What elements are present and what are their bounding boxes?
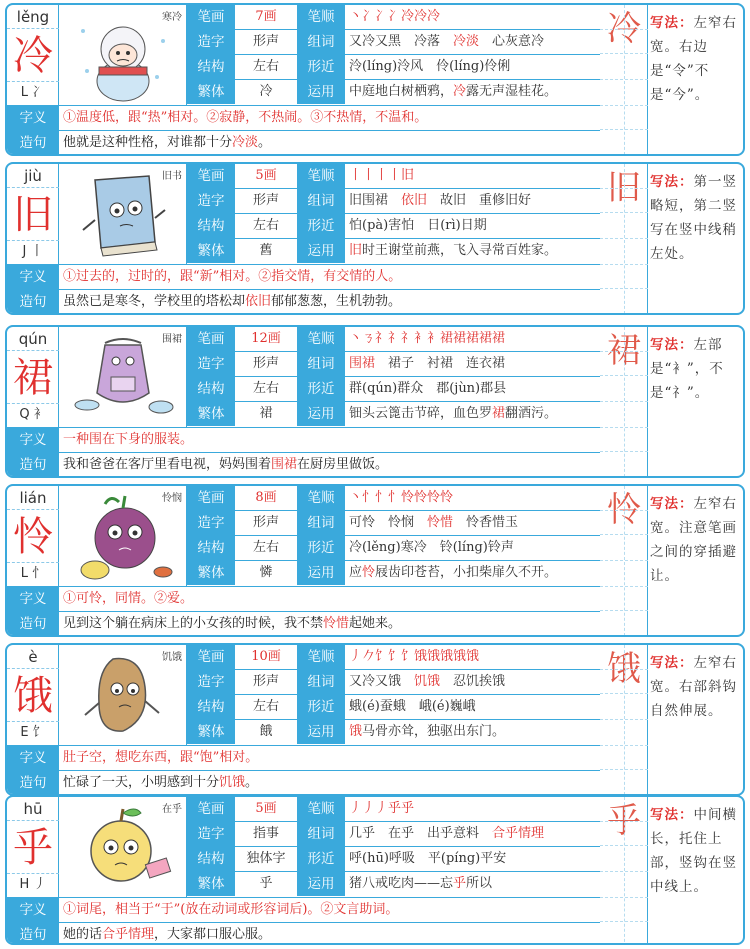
- word-groups: [345, 189, 600, 213]
- row-strokes: [187, 327, 600, 352]
- char-head: [7, 645, 59, 745]
- illustration-box: [59, 164, 187, 264]
- row-traditional: [187, 402, 600, 427]
- usage-example: [345, 80, 600, 104]
- sentence-pre: 虽然已是寒冬，学校里的塔松却: [63, 294, 246, 309]
- row-meaning: [7, 586, 600, 611]
- usage-pre: 猪八戒吃肉——忘: [349, 876, 454, 891]
- label-bihua: 笔画: [187, 645, 235, 669]
- sentence-highlight: 怜惜: [323, 616, 350, 631]
- row-strokes: [187, 164, 600, 189]
- index-letter-radical: J 丨: [7, 240, 59, 262]
- label-bishun: 笔顺: [297, 5, 345, 29]
- usage-pre: 应: [349, 565, 363, 580]
- structure-type: 左右: [252, 218, 279, 233]
- formation-type: 形声: [252, 34, 279, 49]
- row-strokes: [187, 797, 600, 822]
- apple-character-illustration: [65, 803, 183, 895]
- row-structure: [187, 377, 600, 402]
- word-groups-pre: 可怜 怜悯: [349, 515, 428, 530]
- meaning-text: ①过去的，过时的，跟“新”相对。②指交情，有交情的人。: [63, 269, 402, 284]
- pinyin: è: [7, 645, 59, 669]
- pinyin: lián: [7, 486, 59, 510]
- usage-highlight: 旧: [349, 243, 363, 258]
- stroke-order: 丿𠂊饣饣饣饿饿饿饿饿: [349, 649, 480, 664]
- writing-grid-char: 旧: [607, 168, 641, 208]
- usage-highlight: 怜: [362, 565, 376, 580]
- sentence-pre: 见到这个躺在病床上的小女孩的时候，我不禁: [63, 616, 324, 631]
- traditional-form: 乎: [259, 876, 273, 891]
- label-fanti: 繁体: [187, 720, 235, 744]
- writing-grid-char: 冷: [607, 9, 641, 49]
- usage-post: 翻酒污。: [505, 406, 558, 421]
- illustration-caption: 怜悯: [162, 493, 182, 504]
- traditional-form: 餓: [259, 724, 273, 739]
- row-sentence: [7, 770, 600, 795]
- row-traditional: [187, 561, 600, 586]
- label-jiegou: 结构: [187, 847, 235, 871]
- word-groups: [345, 511, 600, 535]
- formation-type: 形声: [252, 674, 279, 689]
- writing-grid: [600, 645, 648, 795]
- row-formation: [187, 352, 600, 377]
- grid-line: [624, 797, 625, 945]
- writing-note: [650, 651, 744, 723]
- label-zaoju: 造句: [7, 453, 59, 477]
- word-groups-highlight: 围裙: [349, 356, 376, 371]
- label-fanti: 繁体: [187, 561, 235, 585]
- char-head: [7, 327, 59, 427]
- structure-type: 独体字: [246, 851, 286, 866]
- label-bishun: 笔顺: [297, 486, 345, 510]
- label-xingjin: 形近: [297, 377, 345, 401]
- index-letter-radical: Q 衤: [7, 403, 59, 425]
- label-xingjin: 形近: [297, 55, 345, 79]
- row-meaning: [7, 427, 600, 452]
- stroke-count: [235, 5, 297, 29]
- sentence-post: 。: [245, 775, 259, 790]
- writing-grid: [600, 164, 648, 314]
- illustration-caption: 在乎: [162, 804, 182, 815]
- label-yunyong: 运用: [297, 872, 345, 896]
- label-zaoju: 造句: [7, 612, 59, 636]
- label-zuci: 组词: [297, 30, 345, 54]
- label-xingjin: 形近: [297, 536, 345, 560]
- main-character: 裙: [13, 355, 53, 401]
- sentence-pre: 忙碌了一天，小明感到十分: [63, 775, 220, 790]
- label-yunyong: 运用: [297, 561, 345, 585]
- writing-grid-char: 乎: [607, 801, 641, 841]
- index-letter-radical: H 丿: [7, 873, 59, 895]
- word-groups-post: 怜香惜玉: [453, 515, 519, 530]
- row-formation: [187, 511, 600, 536]
- row-traditional: [187, 872, 600, 897]
- label-xingjin: 形近: [297, 214, 345, 238]
- traditional-form: 冷: [259, 84, 273, 99]
- sentence-highlight: 饥饿: [219, 775, 246, 790]
- word-groups-highlight: 合乎情理: [492, 826, 545, 841]
- word-groups: [345, 352, 600, 376]
- pinyin: lěng: [7, 5, 59, 29]
- usage-post: 屐齿印苍苔，小扣柴扉久不开。: [375, 565, 558, 580]
- traditional-form: 憐: [259, 565, 273, 580]
- sentence-highlight: 冷淡: [232, 135, 259, 150]
- usage-post: 所以: [466, 876, 493, 891]
- word-groups: [345, 822, 600, 846]
- meaning-text: 一种围在下身的服装。: [63, 432, 194, 447]
- sentence-post: 在厨房里做饭。: [297, 457, 389, 472]
- writing-note-label: 写法：: [650, 337, 694, 353]
- illustration-caption: 围裙: [162, 334, 182, 345]
- stroke-order: 丶忄忄忄怜怜怜怜: [349, 490, 454, 505]
- index-letter-radical: L 忄: [7, 562, 59, 584]
- main-character: 饿: [13, 673, 53, 719]
- grid-line: [624, 486, 625, 636]
- stroke-count: [235, 645, 297, 669]
- word-groups-highlight: 怜惜: [427, 515, 454, 530]
- label-ziyi: 字义: [7, 106, 59, 130]
- word-groups: [345, 670, 600, 694]
- formation-type: 形声: [252, 193, 279, 208]
- main-character: 怜: [13, 514, 53, 560]
- sentence-pre: 她的话: [63, 927, 103, 942]
- word-groups-highlight: 依旧: [401, 193, 428, 208]
- usage-pre: 中庭地白树栖鸦，: [349, 84, 454, 99]
- similar-chars: 群(qún)群众 郡(jùn)郡县: [349, 381, 507, 396]
- entry-card-hu: [5, 795, 745, 945]
- usage-example: [345, 402, 600, 426]
- meaning-text: 肚子空，想吃东西，跟“饱”相对。: [63, 750, 259, 765]
- sentence-post: 郁郁葱葱，生机勃勃。: [271, 294, 402, 309]
- label-ziyi: 字义: [7, 587, 59, 611]
- row-strokes: [187, 486, 600, 511]
- label-fanti: 繁体: [187, 80, 235, 104]
- writing-note: [650, 333, 744, 405]
- label-zaoju: 造句: [7, 131, 59, 155]
- formation-type: 形声: [252, 356, 279, 371]
- index-letter-radical: E 饣: [7, 721, 59, 743]
- index-letter-radical: L 冫: [7, 81, 59, 103]
- old-book-illustration: [65, 170, 183, 262]
- row-traditional: [187, 239, 600, 264]
- label-xingjin: 形近: [297, 847, 345, 871]
- writing-grid: [600, 486, 648, 636]
- stroke-count: [235, 327, 297, 351]
- row-structure: [187, 536, 600, 561]
- label-bihua: 笔画: [187, 797, 235, 821]
- writing-note: [650, 803, 744, 899]
- stroke-number: 12画: [251, 331, 281, 346]
- stroke-count: [235, 797, 297, 821]
- formation-type: 指事: [252, 826, 279, 841]
- row-sentence: [7, 289, 600, 314]
- char-head: [7, 486, 59, 586]
- row-strokes: [187, 645, 600, 670]
- illustration-box: [59, 486, 187, 586]
- word-groups-post: 心灰意冷: [479, 34, 545, 49]
- writing-note: [650, 170, 744, 266]
- sentence-text: [63, 453, 598, 477]
- row-strokes: [187, 5, 600, 30]
- row-sentence: [7, 452, 600, 477]
- label-zaozi: 造字: [187, 511, 235, 535]
- entry-card-qun: [5, 325, 745, 478]
- pinyin: jiù: [7, 164, 59, 188]
- row-sentence: [7, 922, 600, 945]
- meaning-text: ①温度低，跟“热”相对。②寂静，不热闹。③不热情，不温和。: [63, 110, 428, 125]
- row-formation: [187, 670, 600, 695]
- label-zuci: 组词: [297, 189, 345, 213]
- stroke-order: 丶冫冫冫冷冷冷: [349, 9, 441, 24]
- label-zuci: 组词: [297, 670, 345, 694]
- writing-note-label: 写法：: [650, 174, 694, 190]
- writing-grid: [600, 327, 648, 477]
- pinyin: hū: [7, 797, 59, 821]
- grid-line: [624, 5, 625, 155]
- label-zaozi: 造字: [187, 670, 235, 694]
- label-zuci: 组词: [297, 352, 345, 376]
- row-structure: [187, 214, 600, 239]
- label-bihua: 笔画: [187, 5, 235, 29]
- grid-line: [624, 645, 625, 795]
- usage-post: 马骨亦耸，独驱出东门。: [362, 724, 506, 739]
- writing-grid-char: 怜: [607, 490, 641, 530]
- stroke-number: 5画: [255, 168, 277, 183]
- illustration-box: [59, 5, 187, 105]
- writing-note-text: 左窄右宽。注意笔画之间的穿插避让。: [650, 496, 737, 584]
- traditional-form: 舊: [259, 243, 273, 258]
- label-ziyi: 字义: [7, 746, 59, 770]
- row-structure: [187, 695, 600, 720]
- writing-note-text: 左部是“衤”，不是“礻”。: [650, 337, 724, 401]
- writing-note-label: 写法：: [650, 496, 694, 512]
- sentence-text: [63, 771, 598, 795]
- label-ziyi: 字义: [7, 265, 59, 289]
- similar-chars: 蛾(é)蚕蛾 峨(é)巍峨: [349, 699, 476, 714]
- label-ziyi: 字义: [7, 898, 59, 922]
- label-jiegou: 结构: [187, 55, 235, 79]
- similar-chars: 冷(lěng)寒冷 铃(líng)铃声: [349, 540, 514, 555]
- word-groups-highlight: 饥饿: [414, 674, 441, 689]
- label-fanti: 繁体: [187, 239, 235, 263]
- sentence-text: [63, 923, 598, 945]
- formation-type: 形声: [252, 515, 279, 530]
- traditional-form: 裙: [259, 406, 273, 421]
- usage-example: [345, 872, 600, 896]
- label-ziyi: 字义: [7, 428, 59, 452]
- writing-note: [650, 11, 744, 107]
- structure-type: 左右: [252, 699, 279, 714]
- stroke-number: 8画: [255, 490, 277, 505]
- stroke-number: 10画: [251, 649, 281, 664]
- label-bihua: 笔画: [187, 327, 235, 351]
- label-xingjin: 形近: [297, 695, 345, 719]
- row-meaning: [7, 745, 600, 770]
- word-groups-highlight: 冷淡: [453, 34, 480, 49]
- label-yunyong: 运用: [297, 720, 345, 744]
- usage-example: [345, 239, 600, 263]
- illustration-caption: 寒冷: [162, 12, 182, 23]
- label-zaozi: 造字: [187, 822, 235, 846]
- stroke-order: 丶ㄋ礻礻礻衤衤裙裙裙裙裙: [349, 331, 506, 346]
- stroke-order: 丿丿丿乎乎: [349, 801, 415, 816]
- structure-type: 左右: [252, 381, 279, 396]
- label-bishun: 笔顺: [297, 797, 345, 821]
- writing-note: [650, 492, 744, 588]
- sentence-pre: 他就是这种性格，对谁都十分: [63, 135, 233, 150]
- writing-note-label: 写法：: [650, 15, 694, 31]
- label-yunyong: 运用: [297, 402, 345, 426]
- cold-person-illustration: [65, 11, 183, 103]
- grid-line: [624, 327, 625, 477]
- label-zaozi: 造字: [187, 30, 235, 54]
- main-character: 旧: [13, 192, 53, 238]
- illustration-box: [59, 797, 187, 897]
- entry-card-jiu: [5, 162, 745, 315]
- meaning-text: ①词尾，相当于“于”(放在动词或形容词后)。②文言助词。: [63, 902, 399, 917]
- char-head: [7, 5, 59, 105]
- label-zaoju: 造句: [7, 923, 59, 945]
- label-zuci: 组词: [297, 822, 345, 846]
- word-groups-post: 裙子 衬裙 连衣裙: [375, 356, 506, 371]
- label-jiegou: 结构: [187, 695, 235, 719]
- writing-note-label: 写法：: [650, 655, 694, 671]
- similar-chars: 呼(hū)呼吸 平(píng)平安: [349, 851, 507, 866]
- usage-highlight: 冷: [453, 84, 467, 99]
- sentence-highlight: 依旧: [245, 294, 272, 309]
- usage-pre: 钿头云篦击节碎，血色罗: [349, 406, 493, 421]
- row-meaning: [7, 264, 600, 289]
- label-zaoju: 造句: [7, 290, 59, 314]
- word-groups-pre: 又冷又黑 冷落: [349, 34, 454, 49]
- usage-highlight: 饿: [349, 724, 363, 739]
- stroke-count: [235, 486, 297, 510]
- entry-card-lian: [5, 484, 745, 637]
- usage-example: [345, 561, 600, 585]
- stroke-order: 丨丨丨丨旧: [349, 168, 415, 183]
- char-head: [7, 797, 59, 897]
- usage-highlight: 乎: [453, 876, 467, 891]
- main-character: 乎: [13, 825, 53, 871]
- label-fanti: 繁体: [187, 872, 235, 896]
- label-jiegou: 结构: [187, 536, 235, 560]
- sentence-post: ，大家都口服心服。: [154, 927, 272, 942]
- sentence-post: 。: [258, 135, 272, 150]
- label-bihua: 笔画: [187, 486, 235, 510]
- similar-chars: 怕(pà)害怕 日(rì)日期: [349, 218, 487, 233]
- sentence-highlight: 合乎情理: [102, 927, 155, 942]
- row-traditional: [187, 720, 600, 745]
- similar-chars: 泠(líng)泠风 伶(líng)伶俐: [349, 59, 511, 74]
- label-zaoju: 造句: [7, 771, 59, 795]
- stroke-count: [235, 164, 297, 188]
- label-yunyong: 运用: [297, 239, 345, 263]
- label-yunyong: 运用: [297, 80, 345, 104]
- label-zuci: 组词: [297, 511, 345, 535]
- label-jiegou: 结构: [187, 377, 235, 401]
- row-structure: [187, 847, 600, 872]
- main-character: 冷: [13, 33, 53, 79]
- usage-highlight: 裙: [492, 406, 506, 421]
- structure-type: 左右: [252, 59, 279, 74]
- label-zaozi: 造字: [187, 352, 235, 376]
- sentence-text: [63, 612, 598, 636]
- row-formation: [187, 189, 600, 214]
- meaning-text: ①可怜，同情。②爱。: [63, 591, 194, 606]
- row-formation: [187, 822, 600, 847]
- usage-post: 时王谢堂前燕，飞入寻常百姓家。: [362, 243, 558, 258]
- word-groups: [345, 30, 600, 54]
- word-groups-pre: 几乎 在乎 出乎意料: [349, 826, 493, 841]
- row-sentence: [7, 130, 600, 155]
- word-groups-pre: 旧围裙: [349, 193, 402, 208]
- illustration-box: [59, 645, 187, 745]
- sentence-text: [63, 290, 598, 314]
- writing-grid-char: 饿: [607, 649, 641, 689]
- entry-card-e: [5, 643, 745, 796]
- label-jiegou: 结构: [187, 214, 235, 238]
- sentence-highlight: 围裙: [271, 457, 298, 472]
- label-bihua: 笔画: [187, 164, 235, 188]
- label-bishun: 笔顺: [297, 645, 345, 669]
- sentence-pre: 我和爸爸在客厅里看电视，妈妈围着: [63, 457, 272, 472]
- illustration-caption: 饥饿: [162, 652, 182, 663]
- pinyin: qún: [7, 327, 59, 351]
- usage-post: 露无声湿桂花。: [466, 84, 558, 99]
- label-fanti: 繁体: [187, 402, 235, 426]
- writing-grid: [600, 797, 648, 945]
- row-structure: [187, 55, 600, 80]
- word-groups-post: 忍饥挨饿: [440, 674, 506, 689]
- writing-note-text: 中间横长，托住上部，竖钩在竖中线上。: [650, 807, 737, 895]
- illustration-box: [59, 327, 187, 427]
- char-head: [7, 164, 59, 264]
- label-bishun: 笔顺: [297, 164, 345, 188]
- writing-note-text: 左窄右宽。右部斜钩自然伸展。: [650, 655, 737, 719]
- grid-line: [624, 164, 625, 314]
- illustration-caption: 旧书: [162, 171, 182, 182]
- word-groups-post: 故旧 重修旧好: [427, 193, 532, 208]
- row-formation: [187, 30, 600, 55]
- stroke-number: 7画: [255, 9, 277, 24]
- writing-grid: [600, 5, 648, 155]
- word-groups-pre: 又冷又饿: [349, 674, 415, 689]
- writing-note-text: 第一竖略短，第二竖写在竖中线稍左处。: [650, 174, 737, 262]
- sentence-text: [63, 131, 598, 155]
- writing-grid-char: 裙: [607, 331, 641, 371]
- usage-example: [345, 720, 600, 744]
- plum-character-illustration: [65, 492, 183, 584]
- structure-type: 左右: [252, 540, 279, 555]
- sentence-post: 起她来。: [349, 616, 402, 631]
- potato-character-illustration: [65, 651, 183, 743]
- stroke-number: 5画: [255, 801, 277, 816]
- writing-note-label: 写法：: [650, 807, 694, 823]
- entry-card-leng: [5, 3, 745, 156]
- row-meaning: [7, 897, 600, 922]
- row-meaning: [7, 105, 600, 130]
- label-zaozi: 造字: [187, 189, 235, 213]
- apron-illustration: [65, 333, 183, 425]
- row-sentence: [7, 611, 600, 636]
- row-traditional: [187, 80, 600, 105]
- writing-note-text: 左窄右宽。右边是“令”不是“今”。: [650, 15, 737, 103]
- label-bishun: 笔顺: [297, 327, 345, 351]
